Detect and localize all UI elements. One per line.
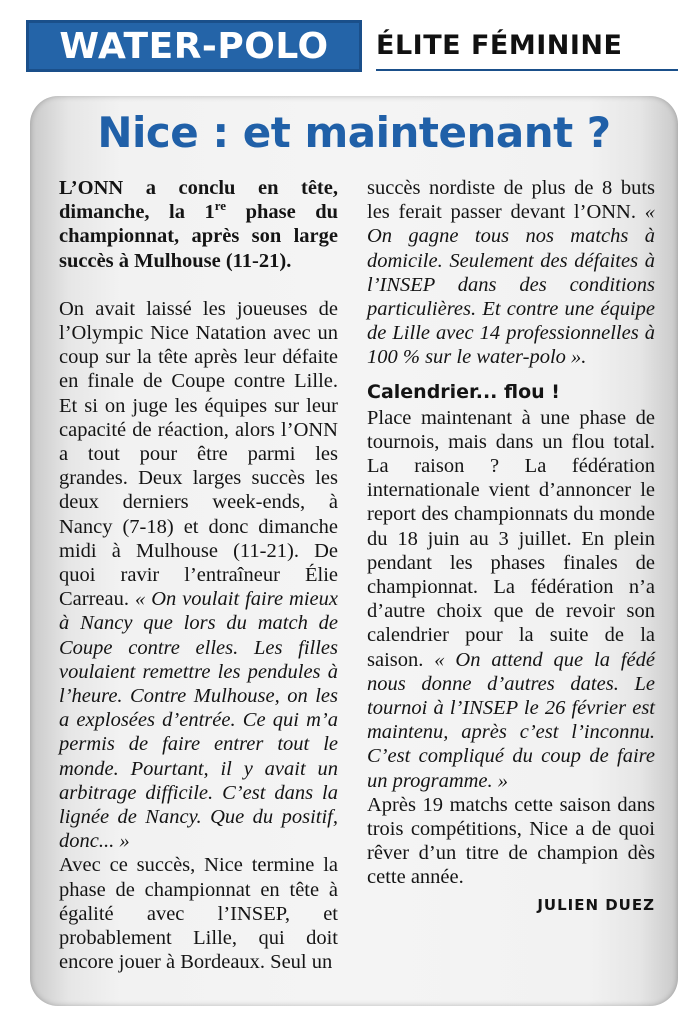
paragraph-2-text-continued: succès nordiste de plus de 8 buts les ferait passer devant l’ONN.: [367, 177, 655, 224]
subsection-label: ÉLITE FÉMININE: [376, 30, 623, 61]
lead-superscript: re: [214, 198, 227, 214]
article-headline: Nice : et maintenant ?: [97, 108, 611, 157]
section-header: [26, 20, 678, 72]
paragraph-1-quote: « On voulait faire mieux à Nancy que lors du match de Coupe contre elles. Les filles voulaient remettre les pendules à l’heure. Contre Mulhouse, on les a explosées d’entrée. Ce qui m’a permis de faire entrer tout le monde. Pourtant, il y avait un arbitrage difficile. C’est dans la lignée de Nancy. Que du positif, donc... »: [59, 588, 338, 853]
section-label: WATER-POLO: [59, 26, 329, 67]
article-subhead: Calendrier... flou !: [367, 380, 560, 403]
article-column-left: [59, 176, 338, 975]
section-badge: [26, 20, 362, 72]
article-paragraph-2: [59, 853, 338, 974]
paragraph-1-text: On avait laissé les joueuses de l’Olympic Nice Natation avec un coup sur la tête après leur défaite en finale de Coupe contre Lille. Et si on juge les équipes sur leur capacité de réaction, alors l’ONN a tout pour être parmi les grandes. Deux larges succès les deux derniers week-ends, à Nancy (7-18) et donc dimanche midi à Mulhouse (11-21). De quoi ravir l’entraîneur Élie Carreau.: [59, 297, 338, 611]
lead-text-a: L’ONN a conclu en tête, dimanche, la 1: [59, 177, 338, 224]
article-paragraph-4: Après 19 matchs cette saison dans trois compétitions, Nice a de quoi rêver d’un titre de champion dès cette année.: [367, 793, 655, 889]
article-paragraph-2-continued: [367, 176, 655, 370]
lead-text-b: phase du championnat, après son large succès à Mulhouse (11-21).: [59, 201, 338, 272]
article-lead: [59, 176, 338, 273]
paragraph-gap: [59, 273, 338, 297]
article-column-right: [367, 176, 655, 918]
paragraph-3-quote: « On attend que la fédé nous donne d’autres dates. Le tournoi à l’INSEP le 26 février est maintenu, après c’est l’inconnu. C’est compliqué du coup de faire un programme. »: [367, 648, 656, 792]
article-byline: JULIEN DUEZ: [537, 895, 655, 914]
article-paragraph-1: [59, 297, 338, 854]
article-paragraph-3: [367, 406, 655, 793]
paragraph-2-quote-continued: « On gagne tous nos matchs à domicile. Seulement des défaites à l’INSEP dans des conditions particulières. Et contre une équipe de Lille avec 14 professionnelles à 100 % sur le water-polo ».: [367, 201, 655, 369]
subsection-underline: [376, 69, 678, 71]
paragraph-2-text: Avec ce succès, Nice termine la phase de championnat en tête à égalité avec l’INSEP, et probablement Lille, qui doit encore jouer à Bordeaux. Seul un: [59, 854, 338, 974]
paragraph-3-text: Place maintenant à une phase de tournois, mais dans un flou total. La raison ? La fédération internationale vient d’annoncer le report des championnats du monde du 18 juin au 3 juillet. En plein pendant les phases finales de championnat. La fédération n’a d’autre choix que de revoir son calendrier pour la suite de la saison.: [367, 406, 655, 671]
